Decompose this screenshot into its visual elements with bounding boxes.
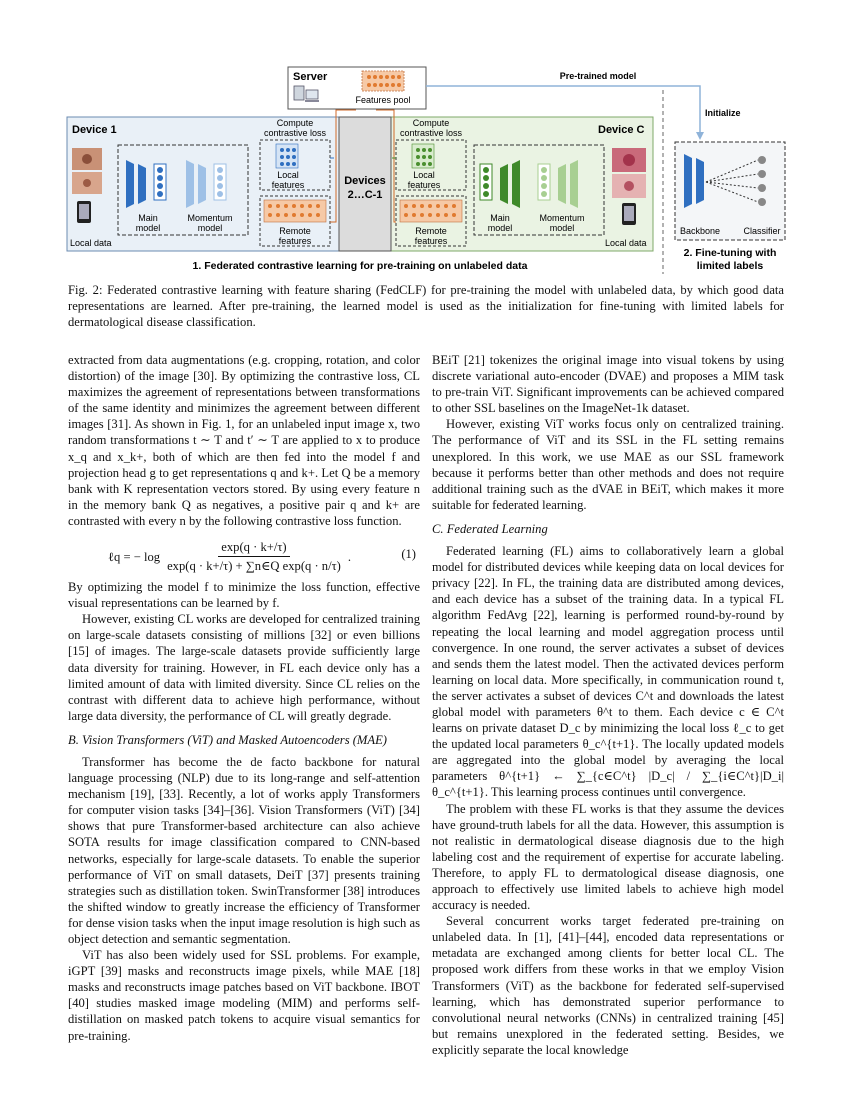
device1-main-label-1: Main bbox=[138, 213, 158, 223]
device1-remote-features-label-2: features bbox=[278, 236, 312, 246]
devices-middle-line1: Devices bbox=[344, 175, 386, 187]
deviceC-label: Device C bbox=[598, 124, 645, 136]
device1-phone-icon bbox=[77, 201, 91, 223]
features-pool-icon bbox=[362, 71, 404, 91]
device1-compute-label-1: Compute bbox=[276, 118, 314, 128]
left-paragraph-4: Transformer has become the de facto backbone for natural language processing (NLP) due to its long-range and self-attention mechanism [19], [33]. Recently, a lot of works apply Transformers for computer vision tasks [34]–[36]. Vision Transformers (ViT) [34] shows that pure Transformer-based architecture can also achieve SOTA results for image classification compared to CNN-based networks, especially for large-scale datasets. To enable the superior performance of ViT on small datasets, DeiT [37] presents training strategies such as distillation token. SwinTransformer [38] introduces the shifted window to greatly increase the efficiency of Transformer for dense vision tasks when the input image resolution is high such as object detection and semantic segmentation. bbox=[68, 754, 420, 946]
contrastive-loss-equation: ℓq = − log $\frac{\exp(q \cdot k+/\tau)}{\text{exp(q · k+/τ) + ∑n∈Q exp(q · n/τ)}}$ . (1) bbox=[108, 540, 416, 574]
left-paragraph-5: ViT has also been widely used for SSL problems. For example, iGPT [39] masks and reconstructs image pixels, while MAE [18] masks and reconstructs image patches based on ViT backbone. IBOT [40] studies masked image modeling (MIM) and performs self-distillation on masked patch tokens to acquire visual semantics for pre-training. bbox=[68, 948, 420, 1043]
deviceC-phone-icon bbox=[622, 203, 636, 225]
device1-momentum-label-2: model bbox=[197, 223, 223, 233]
section1-label: 1. Federated contrastive learning for pre-training on unlabeled data bbox=[192, 260, 528, 272]
left-paragraph-3: However, existing CL works are developed for centralized training on large-scale datasets consisting of millions [32] or even billions [15] of images. The large-scale datasets provide sufficiently large data diversity for training. However, in FL each device only has a limited amount of data with limited diversity. Since CL relies on the contrast with different data to achieve high performance, without large data diversity, the performance of CL will greatly degrade. bbox=[68, 612, 420, 723]
classifier-label: Classifier bbox=[743, 226, 781, 236]
deviceC-local-data-label: Local data bbox=[605, 238, 647, 248]
device1-local-features-label-1: Local bbox=[277, 170, 299, 180]
right-paragraph-2: However, existing ViT works focus only on centralized training. The performance of ViT and its SSL in the FL setting remains unexplored. In this work, we use MAE as our SSL framework because it performs better than other methods and does not require additional training such as the dVAE in BEiT, which makes it more suitable for federated learning. bbox=[432, 417, 784, 512]
left-column bbox=[68, 352, 420, 1044]
deviceC-remote-features-label-2: features bbox=[414, 236, 448, 246]
equation-denominator: exp(q · k+/τ) + ∑n∈Q exp(q · n/τ) bbox=[167, 559, 341, 574]
right-paragraph-1: BEiT [21] tokenizes the original image into visual tokens by using discrete variational auto-encoder (DVAE) and proposes a MIM task to pre-train ViT. Significant improvements can be achieved compared to other SSL baselines on the ImageNet-1k dataset. bbox=[432, 353, 784, 416]
backbone-label: Backbone bbox=[679, 226, 721, 236]
figure-caption: Fig. 2: Federated contrastive learning with feature sharing (FedCLF) for pre-training the model with unlabeled data, by which good data representations are learned. After pre-training, the learned model is used as the initialization for fine-tuning with limited labels for dermatological disease classification. bbox=[68, 283, 784, 329]
device1-remote-features-icon bbox=[264, 200, 326, 222]
device1-main-label-2: model bbox=[135, 223, 161, 233]
deviceC-momentum-label-1: Momentum bbox=[539, 213, 585, 223]
deviceC-local-features-label-1: Local bbox=[413, 170, 435, 180]
equation-number: (1) bbox=[401, 547, 416, 562]
device1-remote-features-label-1: Remote bbox=[279, 226, 311, 236]
device1-local-features-label-2: features bbox=[271, 180, 305, 190]
initialize-label: Initialize bbox=[705, 108, 741, 118]
deviceC-main-label-1: Main bbox=[490, 213, 510, 223]
deviceC-compute-label-1: Compute bbox=[412, 118, 450, 128]
device1-local-features-icon bbox=[276, 144, 298, 168]
right-paragraph-4: The problem with these FL works is that they assume the devices have ground-truth labels for all the data. However, this assumption is not realistic in dermatological disease diagnosis due to the high labeling cost and the requirement of expertise for accurate labeling. Therefore, to apply FL to dermatological disease diagnosis, one approach to effectively use limited labels to achieve high model accuracy is needed. bbox=[432, 801, 784, 913]
devices-middle-line2: 2…C-1 bbox=[347, 189, 383, 201]
equation-lhs: ℓq = − log bbox=[108, 549, 161, 564]
pretrained-label: Pre-trained model bbox=[559, 71, 637, 81]
device1-local-data-label: Local data bbox=[70, 238, 112, 248]
deviceC-local-features-icon bbox=[412, 144, 434, 168]
right-column bbox=[432, 352, 784, 1058]
fedclf-figure bbox=[60, 62, 790, 277]
deviceC-remote-features-label-1: Remote bbox=[415, 226, 447, 236]
section2-label-2: limited labels bbox=[696, 260, 764, 272]
right-paragraph-5: Several concurrent works target federated pre-training on unlabeled data. In [1], [41]–[44], encoded data representations or metadata are exchanged among clients for better local CL. The proposed work differs from these works in that we employ Vision Transformers (ViT) as the backbone for federated self-supervised learning, which has demonstrated superior performance to convolutional neural networks (CNNs) in centralized training [45] but remains unexplored in the federated setting. Besides, we explicitly separate the local knowledge bbox=[432, 914, 784, 1057]
deviceC-momentum-label-2: model bbox=[549, 223, 575, 233]
deviceC-main-label-2: model bbox=[487, 223, 513, 233]
equation-numerator: exp(q · k+/τ) bbox=[218, 539, 289, 557]
left-paragraph-1: extracted from data augmentations (e.g. cropping, rotation, and color distortion) of the image [30]. By optimizing the contrastive loss, CL maximizes the agreement of representations between transformations of the same identity and minimizes the agreement between different images [31]. As shown in Fig. 1, for an unlabeled input image x, two random transformations t ∼ T and t′ ∼ T are applied to x to produce x_q and x_k+, both of which are then fed into the model f and projection head g to get representations q and k+. Let Q be a memory bank with K representation vectors stored. By using every feature n in the memory bank Q as negatives, a positive pair q and k+ are contrasted with every n by the following contrastive loss function. bbox=[68, 353, 420, 528]
device1-compute-label-2: contrastive loss bbox=[263, 128, 327, 138]
server-label: Server bbox=[293, 71, 328, 83]
device1-momentum-label-1: Momentum bbox=[187, 213, 233, 223]
section-heading-c: C. Federated Learning bbox=[432, 521, 548, 536]
left-paragraph-2: By optimizing the model f to minimize the loss function, effective visual representations can be learned by f. bbox=[68, 580, 420, 611]
section2-label-1: 2. Fine-tuning with bbox=[683, 247, 777, 259]
device1-label: Device 1 bbox=[72, 124, 117, 136]
section-heading-b: B. Vision Transformers (ViT) and Masked Autoencoders (MAE) bbox=[68, 732, 388, 747]
deviceC-local-features-label-2: features bbox=[407, 180, 441, 190]
right-paragraph-3: Federated learning (FL) aims to collaboratively learn a global model for distributed devices while keeping data on local devices for privacy [22]. In FL, the training data are distributed among devices, and each device has a subset of the training data. In a typical FL algorithm FedAvg [22], learning is performed round-by-round by repeating the local learning and model aggregation process until convergence. In one round, the server activates a subset of devices and sends them the latest model. Then the activated devices perform learning on local data. More specifically, in communication round t, the server activates a subset of devices C^t and downloads the latest global model with parameters θ^t to them. Each device c ∈ C^t learns on private dataset D_c by minimizing the local loss ℓ_c to get the updated local parameters θ_c^{t+1}. The locally updated models are aggregated into the global model by averaging the local parameters θ^{t+1} ← ∑_{c∈C^t} |D_c| / ∑_{i∈C^t}|D_i| θ_c^{t+1}. This learning process continues until convergence. bbox=[432, 544, 784, 800]
deviceC-compute-label-2: contrastive loss bbox=[399, 128, 463, 138]
features-pool-label: Features pool bbox=[355, 95, 411, 105]
deviceC-remote-features-icon bbox=[400, 200, 462, 222]
